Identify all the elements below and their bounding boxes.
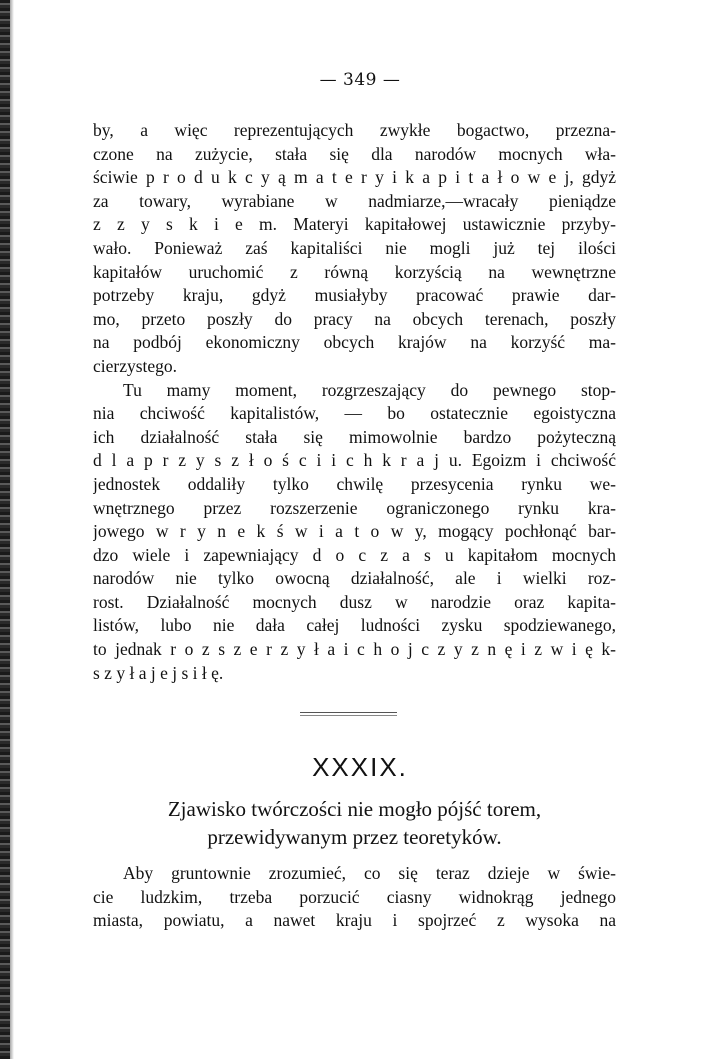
text-line: s z y ł a j e j s i ł ę.	[93, 662, 224, 683]
text-line: Tu mamy moment, rozgrzeszający do pewnego stop-	[123, 379, 616, 400]
text-line: to jednak r o z s z e r z y ł a i c h o j c z y z n ę i z w i ę k-	[93, 639, 616, 660]
section-divider	[300, 712, 397, 716]
text-line: wało. Ponieważ zaś kapitaliści nie mogli już tej ilości	[93, 237, 616, 258]
text-line: jednostek oddaliły tylko chwilę przesycenia rynku we-	[93, 473, 616, 494]
text-line: narodów nie tylko owocną działalność, ale i wielki roz-	[93, 568, 616, 589]
chapter-title-line: przewidywanym przez teoretyków.	[207, 825, 502, 849]
divider-rule	[300, 715, 397, 716]
text-line: jowego w r y n e k ś w i a t o w y, mogący pochłonąć bar-	[93, 521, 616, 542]
text-line: wnętrznego przez rozszerzenie ograniczonego rynku kra-	[93, 497, 616, 518]
text-line: Aby gruntownie zrozumieć, co się teraz dzieje w świe-	[123, 863, 616, 883]
divider-rule	[300, 712, 397, 713]
chapter-title	[93, 795, 616, 851]
text-line: by, a więc reprezentujących zwykłe bogactwo, przezna-	[93, 120, 616, 140]
text-line: dzo wiele i zapewniający d o c z a s u kapitałom mocnych	[93, 544, 616, 565]
page-binding-edge	[0, 0, 10, 1059]
text-line: rost. Działalność mocnych dusz w narodzie oraz kapita-	[93, 591, 616, 612]
text-line: d l a p r z y s z ł o ś c i i c h k r a j u. Egoizm i chciwość	[93, 450, 616, 471]
chapter-opening-paragraph	[93, 862, 616, 933]
page-number: — 349 —	[319, 70, 401, 90]
chapter-number: XXXIX.	[312, 752, 408, 782]
text-line: kapitałów uruchomić z równą korzyścią na wewnętrzne	[93, 261, 616, 282]
text-line: potrzeby kraju, gdyż musiałyby pracować prawie dar-	[93, 285, 616, 306]
paragraph-text	[93, 862, 616, 933]
text-line: ściwie p r o d u k c y ą m a t e r y i k a p i t a ł o w e j, gdyż	[93, 167, 616, 188]
text-line: mo, przeto poszły do pracy na obcych terenach, poszły	[93, 308, 616, 329]
text-line: czone na zużycie, stała się dla narodów mocnych wła-	[93, 143, 616, 164]
text-line: nia chciwość kapitalistów, — bo ostatecznie egoistyczna	[93, 403, 616, 424]
text-line: cie ludzkim, trzeba porzucić ciasny widnokrąg jednego	[93, 886, 616, 907]
text-line: za towary, wyrabiane w nadmiarze,—wracały pieniądze	[93, 190, 616, 211]
paragraph-text	[93, 119, 616, 379]
text-line: na podbój ekonomiczny obcych krajów na korzyść ma-	[93, 332, 616, 353]
text-line: z z y s k i e m. Materyi kapitałowej ustawicznie przyby-	[93, 214, 616, 235]
text-line: listów, lubo nie dała całej ludności zysku spodziewanego,	[93, 615, 616, 636]
text-line: ich działalność stała się mimowolnie bardzo pożyteczną	[93, 426, 616, 447]
paragraph-continuation	[93, 119, 616, 685]
text-line: miasta, powiatu, a nawet kraju i spojrzeć z wysoka na	[93, 910, 616, 931]
paragraph-text	[93, 379, 616, 686]
chapter-title-line: Zjawisko twórczości nie mogło pójść torem,	[167, 797, 542, 821]
text-line: cierzystego.	[93, 355, 178, 376]
